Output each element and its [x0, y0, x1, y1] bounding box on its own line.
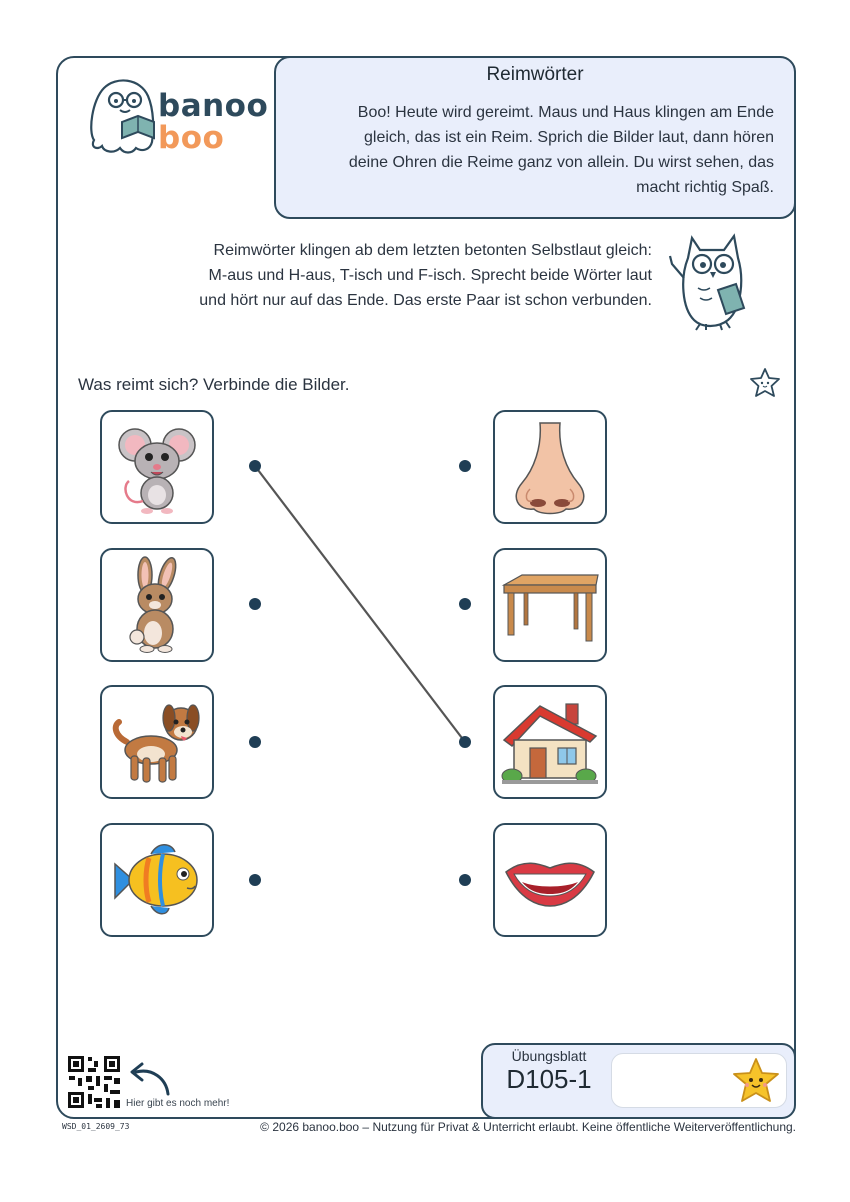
- left-dot[interactable]: [249, 736, 261, 748]
- sheet-label: Übungsblatt: [511, 1048, 587, 1064]
- right-dot[interactable]: [459, 736, 471, 748]
- card-table: [493, 548, 607, 662]
- rule-line: und hört nur auf das Ende. Das erste Paar ist schon verbunden.: [199, 292, 652, 309]
- worksheet-code: WSD_01_2609_73: [62, 1122, 130, 1131]
- card-mouth: [493, 823, 607, 937]
- rule-line: M-aus und H-aus, T-isch und F-isch. Sprecht beide Wörter laut: [208, 267, 652, 284]
- logo-word-boo: boo: [158, 120, 225, 156]
- task-instruction: Was reimt sich? Verbinde die Bilder.: [78, 375, 350, 394]
- rule-line: Reimwörter klingen ab dem letzten betonten Selbstlaut gleich:: [213, 242, 652, 259]
- fish-picture: [107, 830, 207, 930]
- card-nose: [493, 410, 607, 524]
- star-icon: [748, 366, 782, 400]
- intro-line: Boo! Heute wird gereimt. Maus und Haus klingen am Ende: [357, 104, 774, 121]
- card-house: [493, 685, 607, 799]
- card-rabbit: [100, 548, 214, 662]
- mouth-picture: [500, 830, 600, 930]
- right-dot[interactable]: [459, 460, 471, 472]
- left-dot[interactable]: [249, 874, 261, 886]
- qr-code-icon[interactable]: [66, 1054, 122, 1110]
- rule-explanation: [160, 238, 652, 313]
- left-dot[interactable]: [249, 598, 261, 610]
- right-dot[interactable]: [459, 874, 471, 886]
- smiling-star-icon: [730, 1056, 782, 1106]
- card-mouse: [100, 410, 214, 524]
- logo-word-banoo: banoo: [158, 88, 269, 124]
- right-dot[interactable]: [459, 598, 471, 610]
- owl-icon: [662, 228, 762, 333]
- intro-line: deine Ohren die Reime ganz von allein. Du wirst sehen, das: [348, 154, 774, 171]
- table-picture: [500, 555, 600, 655]
- rabbit-picture: [107, 555, 207, 655]
- intro-line: gleich, das ist ein Reim. Sprich die Bilder laut, dann hören: [364, 129, 774, 146]
- qr-caption: Hier gibt es noch mehr!: [126, 1098, 230, 1109]
- card-fish: [100, 823, 214, 937]
- card-dog: [100, 685, 214, 799]
- nose-picture: [500, 417, 600, 517]
- mouse-picture: [107, 417, 207, 517]
- house-picture: [500, 692, 600, 792]
- sheet-code: D105-1: [506, 1064, 592, 1094]
- copyright-notice: © 2026 banoo.boo – Nutzung für Privat & Unterricht erlaubt. Keine öffentliche Weiterveröffentlichung.: [260, 1120, 796, 1134]
- intro-line: macht richtig Spaß.: [636, 179, 774, 196]
- curved-arrow-icon: [126, 1060, 174, 1100]
- intro-text: [300, 100, 774, 200]
- left-dot[interactable]: [249, 460, 261, 472]
- dog-picture: [107, 692, 207, 792]
- worksheet-title: Reimwörter: [486, 64, 584, 85]
